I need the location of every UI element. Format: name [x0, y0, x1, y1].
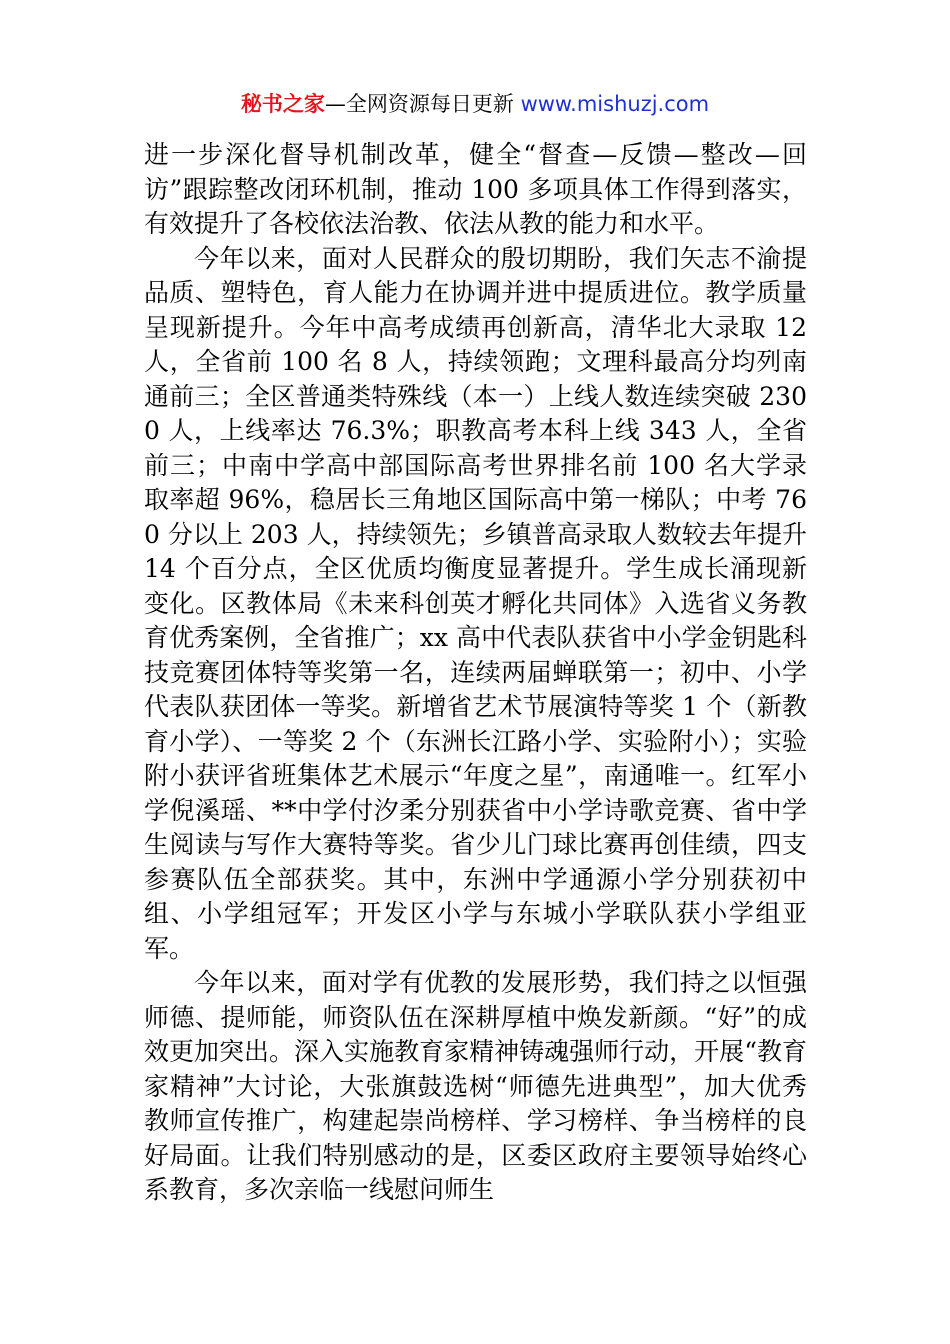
site-tagline: —全网资源每日更新: [324, 92, 521, 116]
site-brand: 秘书之家: [240, 92, 325, 116]
site-url-link[interactable]: www.mishuzj.com: [520, 92, 710, 116]
paragraph-education-quality: 今年以来，面对人民群众的殷切期盼，我们矢志不渝提品质、塑特色，育人能力在协调并进中提质进位。教学质量呈现新提升。今年中高考成绩再创新高，清华北大录取 12 人，全省前 100 名 8 人，持续领跑；文理科最高分均列南通前三；全区普通类特殊线（本一）上线人数连续突破 2300 人，上线率达 76.3%；职教高考本科上线 343 人，全省前三；中南中学高中部国际高考世界排名前 100 名大学录取率超 96%，稳居长三角地区国际高中第一梯队；中考 760 分以上 203 人，持续领先；乡镇普高录取人数较去年提升 14 个百分点，全区优质均衡度显著提升。学生成长涌现新变化。区教体局《未来科创英才孵化共同体》入选省义务教育优秀案例，全省推广；xx 高中代表队获省中小学金钥匙科技竞赛团体特等奖第一名，连续两届蝉联第一；初中、小学代表队获团体一等奖。新增省艺术节展演特等奖 1 个（新教育小学）、一等奖 2 个（东洲长江路小学、实验附小）；实验附小获评省班集体艺术展示“年度之星”，南通唯一。红军小学倪溪瑶、**中学付汐柔分别获省中小学诗歌竞赛、省中学生阅读与写作大赛特等奖。省少儿门球比赛再创佳绩，四支参赛队伍全部获奖。其中，东洲中学通源小学分别获初中组、小学组冠军；开发区小学与东城小学联队获小学组亚军。: [144, 243, 807, 963]
site-header: [0, 88, 950, 120]
paragraph-teacher-development: 今年以来，面对学有优教的发展形势，我们持之以恒强师德、提师能，师资队伍在深耕厚植中焕发新颜。“好”的成效更加突出。深入实施教育家精神铸魂强师行动，开展“教育家精神”大讨论，大张旗鼓选树“师德先进典型”，加大优秀教师宣传推广，构建起崇尚榜样、学习榜样、争当榜样的良好局面。让我们特别感动的是，区委区政府主要领导始终心系教育，多次亲临一线慰问师生: [144, 968, 807, 1204]
document-body: [144, 138, 807, 1208]
paragraph-continued: 进一步深化督导机制改革，健全“督查—反馈—整改—回访”跟踪整改闭环机制，推动 100 多项具体工作得到落实，有效提升了各校依法治教、依法从教的能力和水平。: [144, 140, 807, 238]
